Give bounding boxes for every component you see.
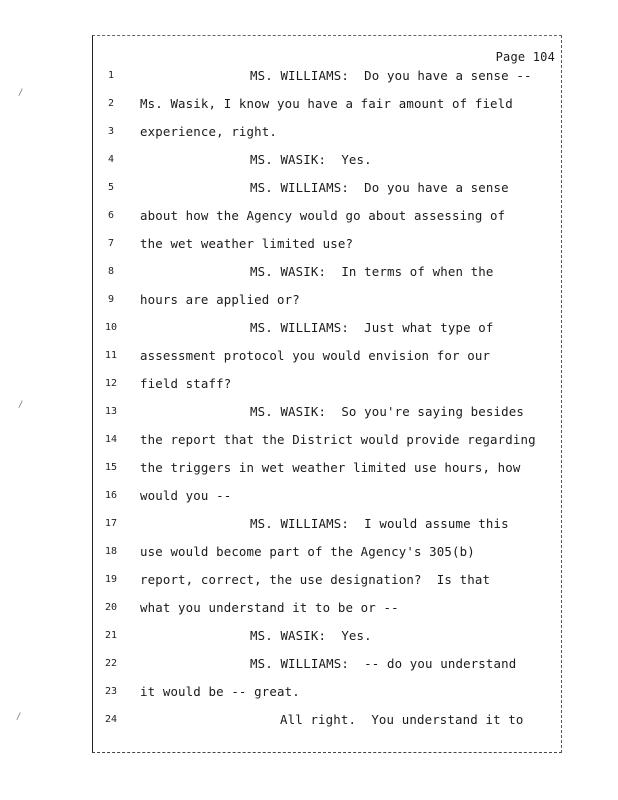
- transcript-line: MS. WASIK: In terms of when the: [250, 264, 494, 279]
- transcript-line: report, correct, the use designation? Is that: [140, 572, 491, 587]
- transcript-line: the triggers in wet weather limited use hours, how: [140, 460, 521, 475]
- line-number: 4: [107, 154, 115, 165]
- line-number: 23: [104, 686, 118, 697]
- line-number: 10: [104, 322, 118, 333]
- line-number: 8: [107, 266, 115, 277]
- scan-artifact: /: [16, 712, 22, 722]
- line-number: 21: [104, 630, 118, 641]
- scan-artifact: /: [18, 400, 24, 410]
- transcript-line: Ms. Wasik, I know you have a fair amount of field: [140, 96, 513, 111]
- transcript-line: MS. WILLIAMS: Just what type of: [250, 320, 494, 335]
- transcript-line: MS. WASIK: So you're saying besides: [250, 404, 524, 419]
- line-number: 15: [104, 462, 118, 473]
- transcript-line: MS. WILLIAMS: Do you have a sense: [250, 180, 509, 195]
- transcript-line: use would become part of the Agency's 305(b): [140, 544, 475, 559]
- line-number: 2: [107, 98, 115, 109]
- transcript-line: experience, right.: [140, 124, 277, 139]
- page-number: Page 104: [495, 50, 555, 64]
- transcript-line: about how the Agency would go about assessing of: [140, 208, 506, 223]
- transcript-line: the wet weather limited use?: [140, 236, 354, 251]
- line-number: 13: [104, 406, 118, 417]
- line-number: 1: [107, 70, 115, 81]
- line-number: 19: [104, 574, 118, 585]
- transcript-page-frame: [92, 35, 562, 753]
- line-number: 7: [107, 238, 115, 249]
- transcript-line: assessment protocol you would envision for our: [140, 348, 491, 363]
- line-number: 14: [104, 434, 118, 445]
- transcript-line: what you understand it to be or --: [140, 600, 399, 615]
- line-number: 20: [104, 602, 118, 613]
- line-number: 12: [104, 378, 118, 389]
- transcript-line: MS. WILLIAMS: I would assume this: [250, 516, 509, 531]
- transcript-line: it would be -- great.: [140, 684, 300, 699]
- line-number: 11: [104, 350, 118, 361]
- line-number: 18: [104, 546, 118, 557]
- line-number: 9: [107, 294, 115, 305]
- transcript-line: MS. WASIK: Yes.: [250, 152, 372, 167]
- transcript-line: hours are applied or?: [140, 292, 300, 307]
- line-number: 24: [104, 714, 118, 725]
- transcript-line: MS. WASIK: Yes.: [250, 628, 372, 643]
- transcript-line: MS. WILLIAMS: Do you have a sense --: [250, 68, 532, 83]
- line-number: 6: [107, 210, 115, 221]
- line-number: 17: [104, 518, 118, 529]
- transcript-line: the report that the District would provide regarding: [140, 432, 536, 447]
- transcript-line: field staff?: [140, 376, 232, 391]
- line-number: 22: [104, 658, 118, 669]
- transcript-line: would you --: [140, 488, 232, 503]
- transcript-line: MS. WILLIAMS: -- do you understand: [250, 656, 517, 671]
- scan-artifact: /: [18, 88, 24, 98]
- transcript-line: All right. You understand it to: [280, 712, 524, 727]
- line-number: 3: [107, 126, 115, 137]
- line-number: 16: [104, 490, 118, 501]
- line-number: 5: [107, 182, 115, 193]
